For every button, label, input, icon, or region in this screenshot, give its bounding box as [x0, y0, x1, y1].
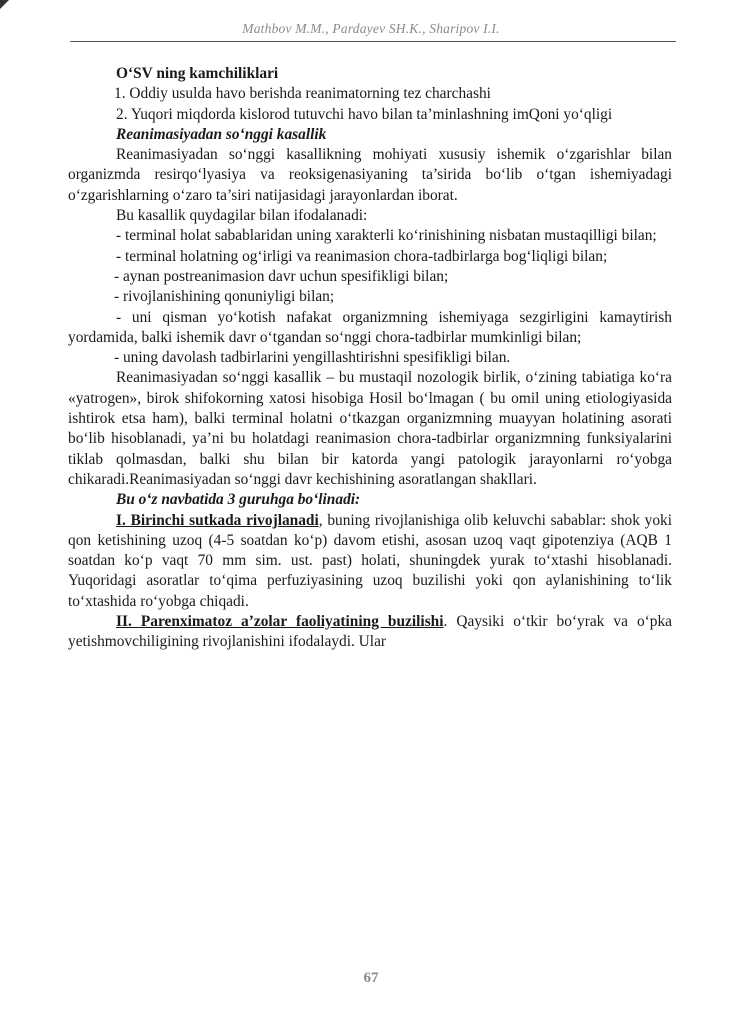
subheading: Bu o‘z navbatida 3 guruhga bo‘linadi:: [116, 491, 361, 509]
bullet-item: - terminal holatning og‘irligi va reanimasion chora-tadbirlarga bog‘liqligi bilan;: [116, 247, 608, 265]
bullet-item: - rivojlanishining qonuniyligi bilan;: [114, 288, 335, 306]
page-number: 67: [363, 970, 379, 986]
page-body: [68, 64, 672, 653]
bullet-item: - uning davolash tadbirlarini yengillashtirishni spesifikligi bilan.: [114, 349, 511, 367]
bullet-item: - uni qisman yo‘kotish nafakat organizmning ishemiyaga sezgirligini kamaytirish yordamida, balki ishemik davr o‘tgandan so‘nggi chora-tadbirlar mumkinligi bilan;: [68, 308, 672, 346]
list-item: 2. Yuqori miqdorda kislorod tutuvchi havo bilan ta’minlashning imQoni yo‘qligi: [116, 105, 613, 123]
stage-title: II. Parenximatoz a’zolar faoliyatining buzilishi: [116, 613, 444, 631]
bullet-item: - terminal holat sabablaridan uning xarakterli ko‘rinishining nisbatan mustaqilligi bilan;: [116, 227, 657, 245]
paragraph: Reanimasiyadan so‘nggi kasallik – bu mustaqil nozologik birlik, o‘zining tabiatiga ko‘ra «yatrogen», birok shifokorning xatosi hisobiga Hosil bo‘lmagan ( bu omil uning etiologiyasida ishtirok etsa ham), balki terminal holatni o‘tkazgan organizmning muayyan holatining asorati bo‘lib hisoblanadi, ya’ni bu holatdagi reanimasion chora-tadbirlar organizmning funksiyalarini tiklab qolmasdan, balki shu bilan bir katorda yangi patologik jarayonlarni ro‘yobga chikaradi.Reanimasiyadan so‘nggi davr kechishining asoratlangan shakllari.: [68, 369, 672, 488]
section-title: O‘SV ning kamchiliklari: [116, 65, 279, 82]
stage-text: , buning rivojlanishiga olib keluvchi sabablar: shok yoki qon ketishining uzoq (4-5 soatdan ko‘p) davom etishi, asosan uzoq vaqt gipotenziya (AQB 1 soatdan ko‘p vaqt 70 mm sim. ust. past) holati, shuningdek yurak to‘xtashi hisoblanadi. Yuqoridagi asoratlar to‘qima perfuziyasining uzoq buzilishi yoki qon aylanishining to‘lik to‘xtashida ro‘yobga chiqadi.: [68, 511, 673, 610]
subheading: Reanimasiyadan so‘nggi kasallik: [116, 125, 327, 143]
stage-paragraph: [68, 511, 672, 612]
paragraph: Bu kasallik quydagilar bilan ifodalanadi:: [116, 207, 368, 225]
header-rule: [70, 41, 676, 42]
list-item: 1. Oddiy usulda havo berishda reanimatorning tez charchashi: [114, 85, 491, 103]
stage-paragraph: [68, 612, 672, 653]
running-header: Mathbov M.M., Pardayev SH.K., Sharipov I.I.: [242, 21, 500, 36]
paragraph: Reanimasiyadan so‘nggi kasallikning mohiyati xususiy ishemik o‘zgarishlar bilan organizmda resirqo‘lyasiya va reoksigenasiyaning ta’sirida bo‘lib o‘tgan ishemiyadagi o‘zgarishlarning o‘zaro ta’siri natijasidagi jarayonlardan iborat.: [68, 146, 672, 204]
stage-text: . Qaysiki o‘tkir bo‘yrak va o‘pka yetishmovchiligining rivojlanishini ifodalaydi. Ular: [68, 613, 672, 651]
stage-title: I. Birinchi sutkada rivojlanadi: [116, 511, 319, 529]
bullet-item: - aynan postreanimasion davr uchun spesifikligi bilan;: [114, 267, 449, 285]
scan-corner-mark: [0, 0, 9, 9]
